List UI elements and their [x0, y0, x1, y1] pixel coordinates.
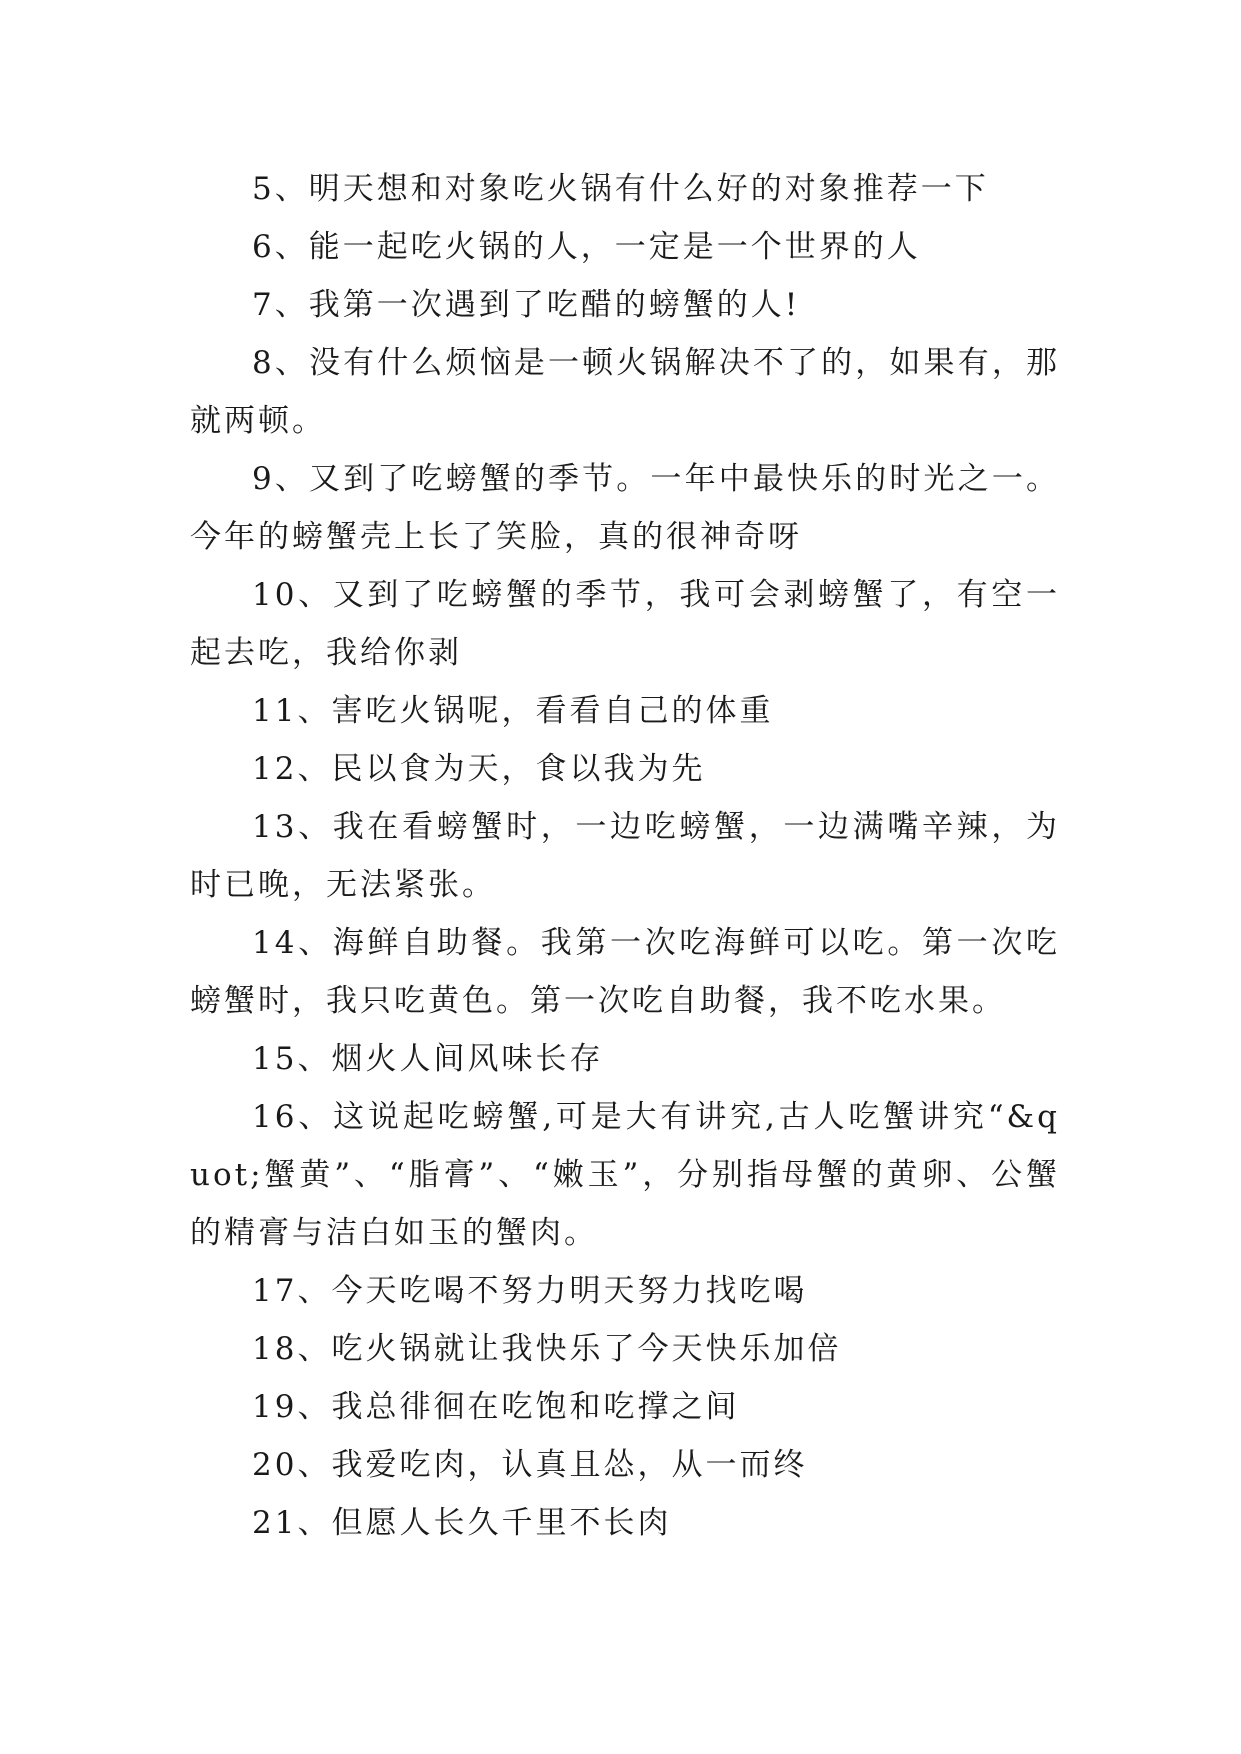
paragraph-7: 7、我第一次遇到了吃醋的螃蟹的人!: [252, 287, 801, 323]
paragraph-21: 21、但愿人长久千里不长肉: [252, 1505, 672, 1541]
paragraph-9: 9、又到了吃螃蟹的季节。一年中最快乐的时光之一。今年的螃蟹壳上长了笑脸，真的很神奇呀: [190, 461, 1060, 555]
paragraph-5: 5、明天想和对象吃火锅有什么好的对象推荐一下: [252, 171, 989, 207]
paragraph-12: 12、民以食为天，食以我为先: [252, 751, 706, 787]
paragraph-19: 19、我总徘徊在吃饱和吃撑之间: [252, 1389, 740, 1425]
paragraph-15: 15、烟火人间风味长存: [252, 1041, 604, 1077]
paragraph-17: 17、今天吃喝不努力明天努力找吃喝: [252, 1273, 808, 1309]
document-body: [190, 160, 1060, 1552]
paragraph-8: 8、没有什么烦恼是一顿火锅解决不了的，如果有，那就两顿。: [190, 345, 1060, 439]
paragraph-13: 13、我在看螃蟹时，一边吃螃蟹，一边满嘴辛辣，为时已晚，无法紧张。: [190, 809, 1060, 903]
paragraph-10: 10、又到了吃螃蟹的季节，我可会剥螃蟹了，有空一起去吃，我给你剥: [190, 577, 1060, 671]
paragraph-20: 20、我爱吃肉，认真且怂，从一而终: [252, 1447, 808, 1483]
paragraph-16: 16、这说起吃螃蟹,可是大有讲究,古人吃蟹讲究“&quot;蟹黄”、“脂膏”、“嫩玉”，分别指母蟹的黄卵、公蟹的精膏与洁白如玉的蟹肉。: [190, 1099, 1060, 1251]
paragraph-6: 6、能一起吃火锅的人，一定是一个世界的人: [252, 229, 921, 265]
paragraph-14: 14、海鲜自助餐。我第一次吃海鲜可以吃。第一次吃螃蟹时，我只吃黄色。第一次吃自助餐，我不吃水果。: [190, 925, 1060, 1019]
paragraph-18: 18、吃火锅就让我快乐了今天快乐加倍: [252, 1331, 842, 1367]
paragraph-11: 11、害吃火锅呢，看看自己的体重: [252, 693, 774, 729]
